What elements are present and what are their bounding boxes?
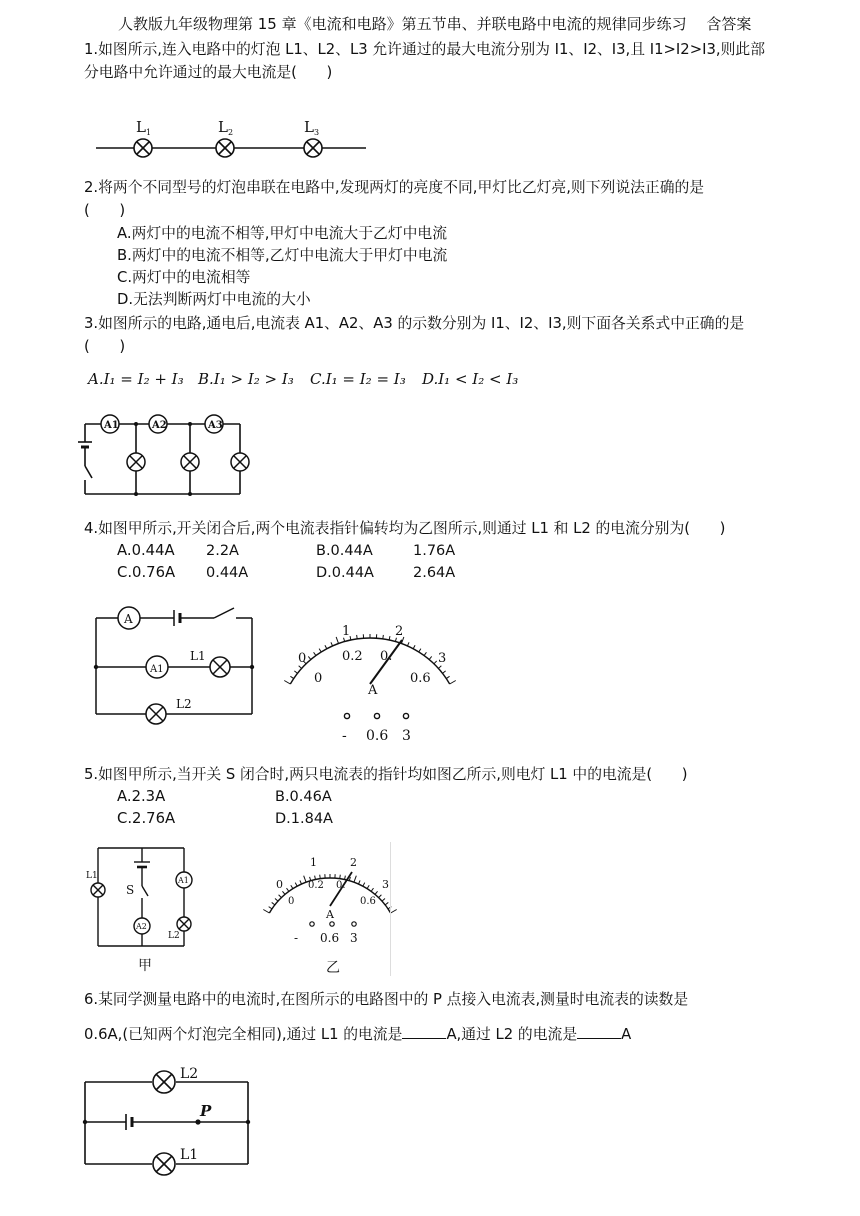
q1-lamp-2 bbox=[216, 139, 234, 157]
q5-dial-top-1: 1 bbox=[310, 856, 317, 869]
q5-dial-bottom-2: 0. bbox=[336, 880, 346, 891]
q4-terminal-3: 3 bbox=[402, 728, 411, 744]
q6-text-part-c: A bbox=[621, 1026, 632, 1043]
q1-lamp-sub-1: 1 bbox=[146, 128, 152, 137]
q5-dial-top-2: 2 bbox=[350, 856, 357, 869]
q5-ammeter-a1-label: A1 bbox=[178, 876, 189, 885]
q5-lamp-l2 bbox=[177, 917, 191, 931]
q5-figure-divider bbox=[390, 842, 391, 976]
q4-dial-bottom-1: 0.2 bbox=[342, 649, 363, 664]
q5-text-line1: 5.如图甲所示,当开关 S 闭合时,两只电流表的指针均如图乙所示,则电灯 L1 中的电流是( ) bbox=[84, 766, 688, 783]
q6-lamp-l1 bbox=[153, 1153, 175, 1175]
q4-dial-bottom-3: 0.6 bbox=[410, 671, 431, 686]
q5-lamp-l1 bbox=[91, 883, 105, 897]
q4-lamp-l2-label: L2 bbox=[176, 697, 192, 711]
q2-option-d: D.无法判断两灯中电流的大小 bbox=[117, 291, 311, 308]
q4-dial-top-2: 2 bbox=[395, 624, 404, 639]
q5-terminal-3: 3 bbox=[350, 931, 358, 945]
q1-text-line2: 分电路中允许通过的最大电流是( ) bbox=[84, 64, 333, 81]
q4-lamp-l1-label: L1 bbox=[190, 649, 206, 663]
q4-dial-unit: A bbox=[368, 683, 378, 698]
q5-option-b: B.0.46A bbox=[275, 789, 332, 805]
q4-option-a-label: A.0.44A bbox=[117, 542, 175, 559]
q3-ammeter-a3-label: A3 bbox=[208, 420, 223, 431]
q4-option-c-label: C.0.76A bbox=[117, 564, 176, 581]
q6-lamp-l2 bbox=[153, 1071, 175, 1093]
q6-text-line2 bbox=[84, 1024, 631, 1045]
q3-lamp-2 bbox=[181, 453, 199, 471]
q4-terminal-neg: - bbox=[342, 728, 347, 744]
q4-option-b-value: 1.76A bbox=[413, 543, 456, 559]
q6-circuit-diagram bbox=[80, 1066, 260, 1176]
q2-option-b: B.两灯中的电流不相等,乙灯中电流大于甲灯中电流 bbox=[117, 247, 448, 264]
q1-series-circuit bbox=[94, 112, 374, 162]
q1-lamp-label-3: L bbox=[304, 118, 314, 136]
q3-lamp-1 bbox=[127, 453, 145, 471]
q5-dial-bottom-0: 0 bbox=[288, 896, 295, 907]
q4-option-a-value: 2.2A bbox=[206, 543, 239, 559]
q4-lamp-l1 bbox=[210, 657, 230, 677]
q5-circuit-diagram bbox=[84, 840, 214, 976]
q5-lamp-l2-label: L2 bbox=[168, 931, 180, 941]
q1-lamp-label-1: L bbox=[136, 118, 146, 136]
q3-text-line1: 3.如图所示的电路,通电后,电流表 A1、A2、A3 的示数分别为 I1、I2、I3,则下面各关系式中正确的是 bbox=[84, 315, 745, 332]
q5-dial-top-0: 0 bbox=[276, 878, 283, 891]
q5-lamp-l1-label: L1 bbox=[86, 871, 98, 881]
q6-point-p-label: P bbox=[200, 1102, 212, 1120]
q3-parallel-circuit bbox=[80, 410, 260, 502]
q6-lamp-l2-label: L2 bbox=[180, 1066, 199, 1082]
q4-lamp-l2 bbox=[146, 704, 166, 724]
q3-text-line2: ( ) bbox=[84, 338, 126, 355]
q3-option-a: A.I₁ = I₂ + I₃ bbox=[88, 370, 184, 388]
q1-lamp-3 bbox=[304, 139, 322, 157]
q4-dial-top-0: 0 bbox=[298, 651, 307, 666]
q6-point-p bbox=[195, 1119, 200, 1124]
q5-dial-bottom-3: 0.6 bbox=[360, 896, 376, 907]
q3-option-b: B.I₁ > I₂ > I₃ bbox=[198, 370, 294, 388]
q5-caption-jia: 甲 bbox=[138, 958, 152, 974]
document-title: 人教版九年级物理第 15 章《电流和电路》第五节串、并联电路中电流的规律同步练习 含答案 bbox=[118, 15, 752, 33]
q5-terminal-neg: - bbox=[294, 931, 299, 945]
q1-lamp-sub-3: 3 bbox=[314, 128, 320, 137]
q4-dial-top-3: 3 bbox=[438, 651, 447, 666]
q5-terminal-06: 0.6 bbox=[320, 931, 340, 945]
q4-ammeter-a-label: A bbox=[124, 612, 133, 626]
q3-option-c: C.I₁ = I₂ = I₃ bbox=[310, 370, 406, 388]
q4-ammeter-dial bbox=[292, 618, 462, 748]
q3-ammeter-a2-label: A2 bbox=[152, 420, 167, 431]
q5-switch-label: S bbox=[126, 883, 135, 897]
q3-lamp-3 bbox=[231, 453, 249, 471]
q4-text-line1: 4.如图甲所示,开关闭合后,两个电流表指针偏转均为乙图所示,则通过 L1 和 L2 的电流分别为( ) bbox=[84, 520, 726, 537]
q3-option-d: D.I₁ < I₂ < I₃ bbox=[422, 370, 519, 388]
q2-text-line1: 2.将两个不同型号的灯泡串联在电路中,发现两灯的亮度不同,甲灯比乙灯亮,则下列说法正确的是 bbox=[84, 179, 705, 196]
q2-option-a: A.两灯中的电流不相等,甲灯中电流大于乙灯中电流 bbox=[117, 225, 448, 242]
q1-lamp-1 bbox=[134, 139, 152, 157]
q4-option-c-value: 0.44A bbox=[206, 565, 249, 581]
q6-text-line1: 6.某同学测量电路中的电流时,在图所示的电路图中的 P 点接入电流表,测量时电流表的读数是 bbox=[84, 991, 689, 1008]
q5-caption-yi: 乙 bbox=[326, 960, 340, 976]
q4-ammeter-a1-label: A1 bbox=[150, 664, 164, 675]
q6-blank-l1[interactable] bbox=[402, 1024, 446, 1039]
q5-option-d: D.1.84A bbox=[275, 811, 333, 827]
q6-lamp-l1-label: L1 bbox=[180, 1147, 199, 1163]
q4-option-d-label: D.0.44A bbox=[316, 565, 374, 581]
q6-text-part-a: 0.6A,(已知两个灯泡完全相同),通过 L1 的电流是 bbox=[84, 1026, 403, 1043]
q5-dial-bottom-1: 0.2 bbox=[308, 880, 324, 891]
q6-blank-l2[interactable] bbox=[577, 1024, 621, 1039]
q5-option-a: A.2.3A bbox=[117, 788, 166, 805]
q3-ammeter-a1-label: A1 bbox=[104, 420, 119, 431]
q1-lamp-label-2: L bbox=[218, 118, 228, 136]
q5-ammeter-a2-label: A2 bbox=[136, 922, 147, 931]
q4-dial-bottom-0: 0 bbox=[314, 671, 323, 686]
q4-option-b-label: B.0.44A bbox=[316, 543, 373, 559]
q5-option-c: C.2.76A bbox=[117, 810, 176, 827]
q5-dial-top-3: 3 bbox=[382, 878, 389, 891]
q1-text-line1: 1.如图所示,连入电路中的灯泡 L1、L2、L3 允许通过的最大电流分别为 I1、I2、I3,且 I1>I2>I3,则此部 bbox=[84, 41, 765, 58]
q5-dial-unit: A bbox=[326, 908, 334, 921]
q4-terminal-06: 0.6 bbox=[366, 728, 389, 744]
q1-lamp-sub-2: 2 bbox=[228, 128, 234, 137]
q4-circuit-diagram bbox=[90, 602, 260, 722]
q4-dial-bottom-2: 0. bbox=[380, 649, 393, 664]
q2-text-line2: ( ) bbox=[84, 202, 126, 219]
q5-ammeter-dial bbox=[272, 854, 396, 978]
q6-text-part-b: A,通过 L2 的电流是 bbox=[446, 1026, 578, 1043]
q4-option-d-value: 2.64A bbox=[413, 565, 456, 581]
q2-option-c: C.两灯中的电流相等 bbox=[117, 269, 251, 286]
q4-dial-top-1: 1 bbox=[342, 624, 351, 639]
